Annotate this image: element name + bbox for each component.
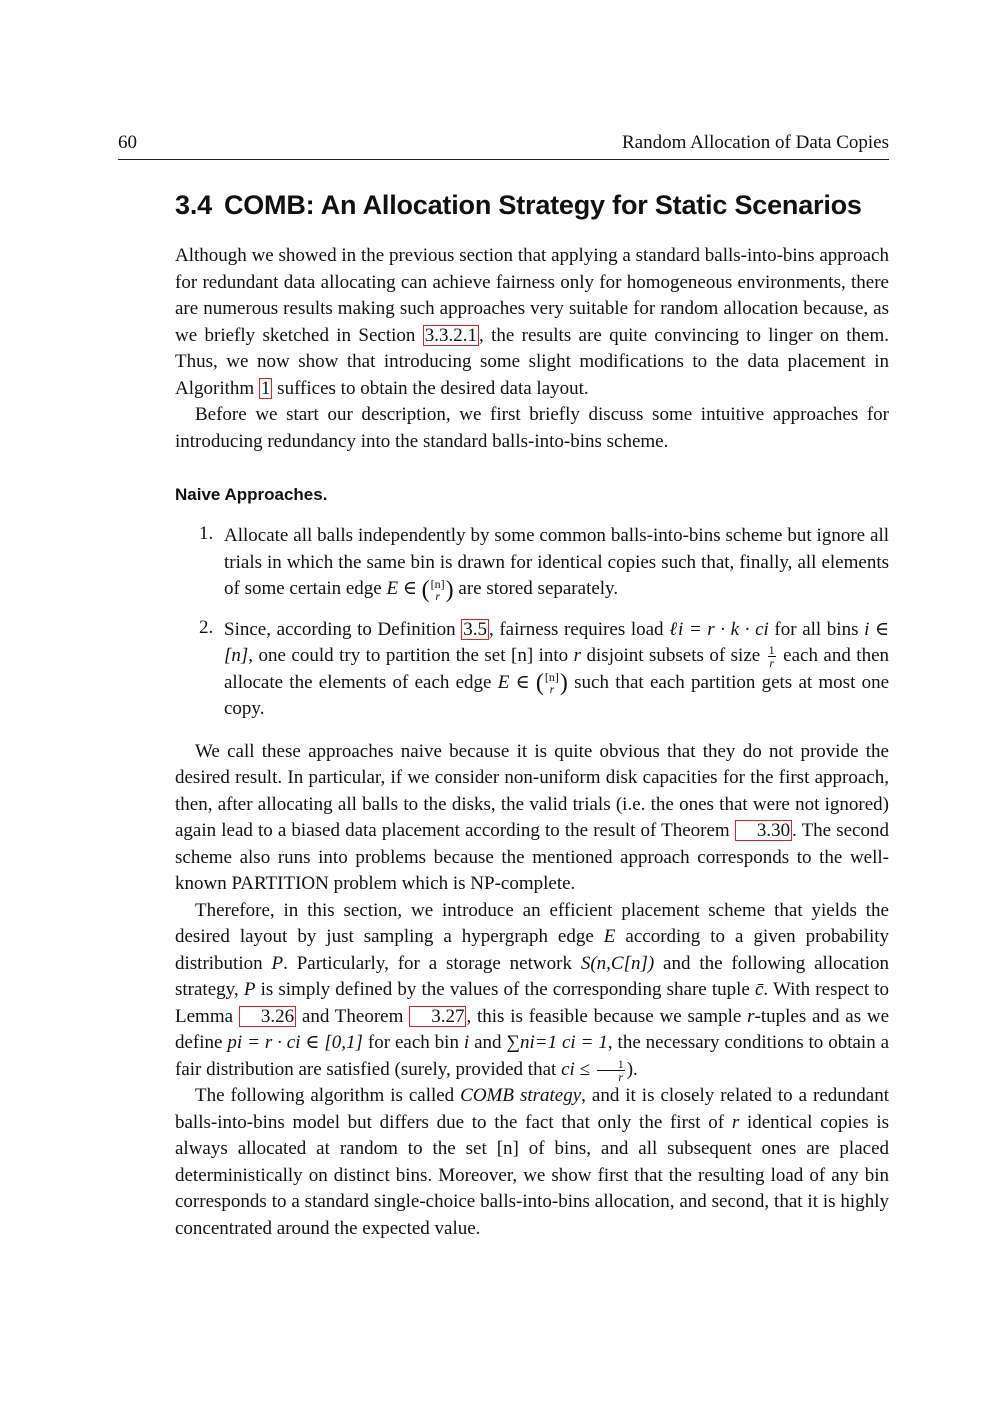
ref-section-3321[interactable]: 3.3.2.1 <box>424 324 477 346</box>
list-item: 1. Allocate all balls independently by some common balls-into-bins scheme but ignore all trials in which the same bin is drawn for identical copies such that, finally, all elements of some certain edge E ∈ ( [n] r ) are stored separately. <box>199 523 889 603</box>
section-heading <box>175 190 889 221</box>
fraction-1-over-r: $\frac{1}{r}$ <box>768 643 775 671</box>
binomial-n-r: ( [n] r ) <box>421 576 454 603</box>
ref-definition-35[interactable]: 3.5 <box>463 618 487 640</box>
naive-approaches-list <box>175 523 889 723</box>
fraction-1-over-r: $\frac{1}{r}$ <box>597 1058 625 1083</box>
paragraph-4: Therefore, in this section, we introduce an efficient placement scheme that yields the desired layout by just sampling a hypergraph edge E according to a given probability distribution P. Particularly, for a storage network S(n,C[n]) and the following allocation strategy, P is simply defined by the values of the corresponding share tuple c̄. With respect to Lemma 3.26 and Theorem 3.27 , this is feasible because we sample r-tuples and as we define pi = r · ci ∈ [0,1] for each bin i and ∑ni=1 ci = 1, the necessary conditions to obtain a fair distribution are satisfied (surely, provided that ci ≤ $\frac{1}{r}$ ). <box>175 899 890 1084</box>
section-number: 3.4 <box>175 190 212 220</box>
ref-theorem-327[interactable]: 3.27 <box>409 1006 466 1027</box>
list-item: 2. Since, according to Definition 3.5 , fairness requires load ℓi = r · k · ci for all bins i ∈ [n], one could try to partition the set [n] into r disjoint subsets of size $\frac{1}{r}$ each and then allocate the elements of each edge E ∈ ( [n] r ) such that each partition gets at most one copy. <box>199 616 890 719</box>
ref-lemma-326[interactable]: 3.26 <box>239 1006 296 1027</box>
paragraph-2: Before we start our description, we first briefly discuss some intuitive approaches for introducing redundancy into the standard balls-into-bins scheme. <box>175 404 889 452</box>
page-number: 60 <box>118 132 137 153</box>
ref-algorithm-1[interactable]: 1 <box>260 377 271 399</box>
paragraph-3: We call these approaches naive because it is quite obvious that they do not provide the desired result. In particular, if we consider non-uniform disk capacities for the first approach, then, after allocating all balls to the disks, the valid trials (i.e. the ones that were not ignored) again lead to a biased data placement according to the result of Theorem 3.30 . The second scheme also runs into problems because the mentioned approach corresponds to the well-known PARTITION problem which is NP-complete. <box>175 740 889 894</box>
subheading-naive-approaches: Naive Approaches. <box>175 485 328 504</box>
paragraph-1: Although we showed in the previous section that applying a standard balls-into-bins approach for redundant data allocating can achieve fairness only for homogeneous environments, there are numerous results making such approaches very suitable for random allocation because, as we briefly sketched in Section 3.3.2.1 , the results are quite convincing to linger on them. Thus, we now show that introducing some slight modifications to the data placement in Algorithm 1 suffices to obtain the desired data layout. <box>175 245 890 399</box>
ref-theorem-330[interactable]: 3.30 <box>735 820 792 841</box>
paragraph-5: The following algorithm is called COMB strategy, and it is closely related to a redundant balls-into-bins model but differs due to the fact that only the first of r identical copies is always allocated at random to the set [n] of bins, and all subsequent ones are placed deterministically on distinct bins. Moreover, we show first that the resulting load of any bin corresponds to a standard single-choice balls-into-bins allocation, and second, that it is highly concentrated around the expected value. <box>175 1085 890 1239</box>
list-item-number: 1. <box>199 523 214 544</box>
binomial-n-r: ( [n] r ) <box>535 670 568 697</box>
page-content <box>175 190 889 1242</box>
list-item-number: 2. <box>199 616 214 638</box>
running-title: Random Allocation of Data Copies <box>621 132 889 153</box>
page-header <box>118 132 889 160</box>
section-title: COMB: An Allocation Strategy for Static Scenarios <box>223 190 862 220</box>
